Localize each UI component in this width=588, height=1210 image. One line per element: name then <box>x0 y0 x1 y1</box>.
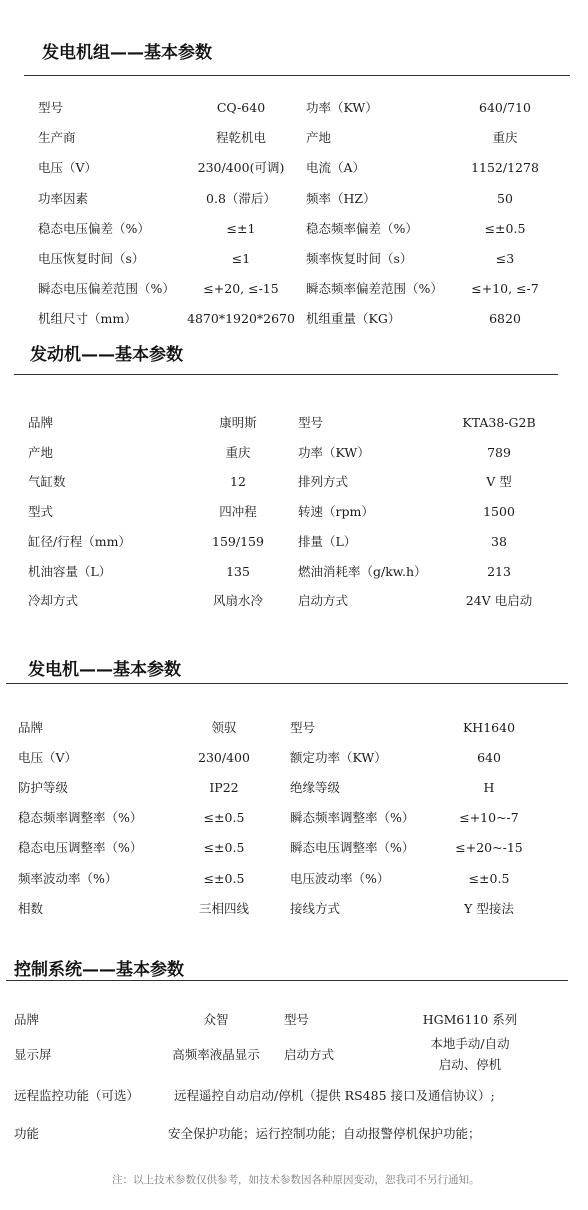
footnote: 注：以上技术参数仅供参考，如技术参数因各种原因变动，恕我司不另行通知。 <box>112 1174 480 1186</box>
genset-row-2-value-1: 程乾机电 <box>215 130 266 146</box>
control-function-value: 安全保护功能；运行控制功能；自动报警停机保护功能； <box>168 1126 481 1141</box>
engine-row-6-label-2: 燃油消耗率（g/kw.h） <box>298 563 427 579</box>
genset-row-8-value-1: 4870*1920*2670 <box>187 311 295 327</box>
control-section-title: 控制系统——基本参数 <box>14 960 184 980</box>
engine-section-title: 发动机——基本参数 <box>30 345 183 365</box>
alternator-row-6-label-2: 电压波动率（%） <box>290 870 390 886</box>
genset-row-1-value-2: 640/710 <box>479 100 531 115</box>
engine-row-7-label-2: 启动方式 <box>298 593 349 609</box>
genset-row-2-label-2: 产地 <box>306 130 332 146</box>
alternator-row-3-label-2: 绝缘等级 <box>290 780 341 796</box>
genset-row-6-value-2: ≤3 <box>495 251 515 266</box>
genset-section-title: 发电机组——基本参数 <box>42 43 212 63</box>
engine-row-4-value-1: 四冲程 <box>219 504 257 520</box>
alternator-row-5-value-1: ≤±0.5 <box>203 840 245 856</box>
control-function-label: 功能 <box>14 1126 40 1141</box>
genset-row-3-value-2: 1152/1278 <box>471 160 539 176</box>
alternator-row-3-value-1: IP22 <box>209 780 239 796</box>
alternator-row-1-label-2: 型号 <box>290 720 316 735</box>
alternator-row-1-value-1: 领驭 <box>211 720 237 735</box>
genset-row-6-value-1: ≤1 <box>231 251 251 266</box>
engine-row-1-label-2: 型号 <box>298 415 324 430</box>
genset-row-1-value-1: CQ-640 <box>216 100 266 115</box>
engine-section-divider <box>14 374 558 375</box>
genset-row-4-value-2: 50 <box>497 190 513 206</box>
engine-row-1-value-2: KTA38-G2B <box>462 415 536 430</box>
engine-row-2-value-1: 重庆 <box>225 444 251 460</box>
alternator-row-6-label-1: 频率波动率（%） <box>18 870 118 886</box>
genset-section-divider <box>24 75 570 76</box>
engine-row-2-label-1: 产地 <box>28 444 54 460</box>
control-brand-value: 众智 <box>203 1012 229 1027</box>
alternator-row-1-label-1: 品牌 <box>18 720 44 735</box>
engine-row-4-label-1: 型式 <box>28 504 54 520</box>
genset-row-5-value-1: ≤±1 <box>226 220 256 236</box>
control-remote-label: 远程监控功能（可选） <box>14 1088 140 1103</box>
engine-row-1-value-1: 康明斯 <box>219 415 257 430</box>
control-display-label: 显示屏 <box>14 1047 52 1062</box>
control-brand-label: 品牌 <box>14 1012 40 1027</box>
alternator-row-2-value-2: 640 <box>477 750 501 766</box>
genset-row-4-value-1: 0.8（滞后） <box>206 190 276 206</box>
engine-row-2-label-2: 功率（KW） <box>298 444 370 460</box>
alternator-row-4-label-2: 瞬态频率调整率（%） <box>290 810 415 826</box>
engine-row-1-label-1: 品牌 <box>28 415 54 430</box>
genset-row-8-value-2: 6820 <box>489 311 521 327</box>
alternator-row-3-value-2: H <box>483 780 495 796</box>
engine-row-5-label-1: 缸径/行程（mm） <box>28 533 131 549</box>
genset-row-2-value-2: 重庆 <box>492 130 518 146</box>
genset-row-4-label-2: 频率（HZ） <box>306 190 376 206</box>
genset-row-8-label-2: 机组重量（KG） <box>306 311 401 327</box>
alternator-row-5-label-1: 稳态电压调整率（%） <box>18 840 143 856</box>
alternator-row-7-label-2: 接线方式 <box>290 900 341 916</box>
engine-row-5-label-2: 排量（L） <box>298 533 357 549</box>
alternator-row-4-value-2: ≤+10~-7 <box>459 810 519 826</box>
genset-row-1-label-2: 功率（KW） <box>306 100 378 115</box>
control-start-value-line1: 本地手动/自动 <box>430 1036 510 1051</box>
alternator-row-4-value-1: ≤±0.5 <box>203 810 245 826</box>
genset-row-7-label-2: 瞬态频率偏差范围（%） <box>306 281 443 297</box>
alternator-row-6-value-2: ≤±0.5 <box>468 870 510 886</box>
alternator-row-1-value-2: KH1640 <box>462 720 516 735</box>
engine-row-4-value-2: 1500 <box>483 504 515 520</box>
alternator-row-5-value-2: ≤+20~-15 <box>455 840 523 856</box>
genset-row-8-label-1: 机组尺寸（mm） <box>38 311 137 327</box>
engine-row-3-label-2: 排列方式 <box>298 474 349 490</box>
genset-row-6-label-1: 电压恢复时间（s） <box>38 251 145 266</box>
genset-row-5-label-1: 稳态电压偏差（%） <box>38 220 150 236</box>
engine-row-4-label-2: 转速（rpm） <box>298 504 374 520</box>
engine-row-3-label-1: 气缸数 <box>28 474 66 490</box>
control-start-label: 启动方式 <box>284 1047 335 1062</box>
engine-row-7-value-2: 24V 电启动 <box>465 593 533 609</box>
engine-row-6-value-2: 213 <box>487 563 511 579</box>
alternator-row-3-label-1: 防护等级 <box>18 780 69 796</box>
genset-row-7-label-1: 瞬态电压偏差范围（%） <box>38 281 175 297</box>
control-model-label: 型号 <box>284 1012 310 1027</box>
engine-row-7-value-1: 风扇水冷 <box>212 593 263 609</box>
engine-row-3-value-2: V 型 <box>486 474 512 490</box>
engine-row-2-value-2: 789 <box>487 444 511 460</box>
control-start-value-line2: 启动、停机 <box>438 1057 502 1072</box>
genset-row-5-label-2: 稳态频率偏差（%） <box>306 220 418 236</box>
alternator-row-5-label-2: 瞬态电压调整率（%） <box>290 840 415 856</box>
genset-row-7-value-2: ≤+10, ≤-7 <box>471 281 539 297</box>
alternator-section-divider <box>6 683 568 684</box>
genset-row-3-label-1: 电压（V） <box>38 160 98 176</box>
genset-row-3-label-2: 电流（A） <box>306 160 366 176</box>
alternator-row-4-label-1: 稳态频率调整率（%） <box>18 810 143 826</box>
engine-row-5-value-2: 38 <box>491 533 507 549</box>
alternator-row-2-label-1: 电压（V） <box>18 750 78 766</box>
alternator-row-2-label-2: 额定功率（KW） <box>290 750 387 766</box>
engine-row-3-value-1: 12 <box>230 474 246 490</box>
engine-row-6-label-1: 机油容量（L） <box>28 563 112 579</box>
alternator-section-title: 发电机——基本参数 <box>28 660 181 680</box>
engine-row-6-value-1: 135 <box>226 563 250 579</box>
alternator-row-6-value-1: ≤±0.5 <box>203 870 245 886</box>
engine-row-7-label-1: 冷却方式 <box>28 593 79 609</box>
genset-row-2-label-1: 生产商 <box>38 130 76 146</box>
alternator-row-2-value-1: 230/400 <box>198 750 250 766</box>
genset-row-1-label-1: 型号 <box>38 100 64 115</box>
control-model-value: HGM6110 系列 <box>422 1012 518 1027</box>
alternator-row-7-value-2: Y 型接法 <box>464 900 514 916</box>
genset-row-6-label-2: 频率恢复时间（s） <box>306 251 413 266</box>
control-remote-value: 远程遥控自动启动/停机（提供 RS485 接口及通信协议）; <box>174 1088 495 1103</box>
control-section-divider <box>6 980 568 981</box>
genset-row-7-value-1: ≤+20, ≤-15 <box>203 281 279 297</box>
alternator-row-7-label-1: 相数 <box>18 900 44 916</box>
genset-row-5-value-2: ≤±0.5 <box>484 220 526 236</box>
genset-row-3-value-1: 230/400(可调) <box>197 160 285 176</box>
alternator-row-7-value-1: 三相四线 <box>198 900 249 916</box>
genset-row-4-label-1: 功率因素 <box>38 190 89 206</box>
engine-row-5-value-1: 159/159 <box>212 533 264 549</box>
control-display-value: 高频率液晶显示 <box>172 1047 260 1062</box>
